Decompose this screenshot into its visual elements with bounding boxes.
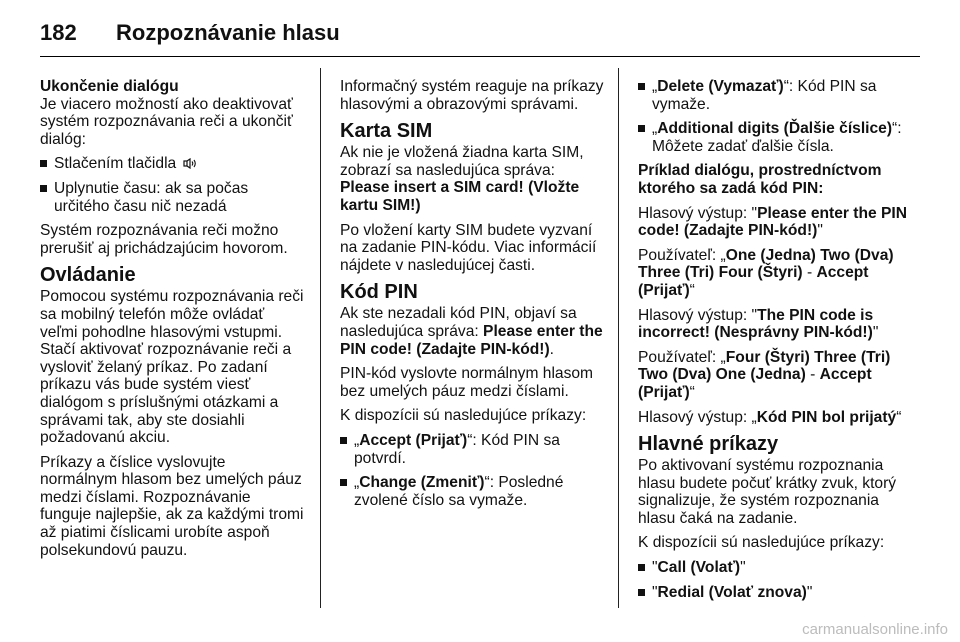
paragraph: Príkazy a číslice vyslovujte normálnym hlasom bez umelých páuz medzi číslami. Rozpoznávanie funguje najlepšie, ak za každými tromi až piatimi číslicami urobíte aspoň polsekundovú pauzu. xyxy=(40,453,304,559)
list-item-text: Stlačením tlačidla xyxy=(54,155,177,173)
column-right xyxy=(638,78,918,608)
paragraph: Po vložení karty SIM budete vyzvaní na zadanie PIN-kódu. Viac informácií nájdete v nasledujúcej časti. xyxy=(340,221,597,274)
list-item xyxy=(40,155,306,173)
paragraph: Informačný systém reaguje na príkazy hlasovými a obrazovými správami. xyxy=(340,78,604,113)
message-text: Please enter the PIN code! (Zadajte PIN-kód!) xyxy=(340,322,603,358)
list-item-command: „Accept (Prijať)“: Kód PIN sa potvrdí. xyxy=(340,432,606,467)
list-item: Uplynutie času: ak sa počas určitého času nič nezadá xyxy=(40,180,306,215)
paragraph: PIN-kód vyslovte normálnym hlasom bez umelých páuz medzi číslami. xyxy=(340,365,594,400)
subheading-example: Príklad dialógu, prostredníctvom ktorého sa zadá kód PIN: xyxy=(638,162,882,197)
paragraph: Pomocou systému rozpoznávania reči sa mobilný telefón môže ovládať veľmi pohodlne hlasovými vstupmi. Stačí aktivovať rozpoznávanie reči a vysloviť želaný príkaz. Po zadaní príkazu vás bude systém viesť dialógom s príslušnými otázkami a správami tak, aby ste dosiahli požadovanú akciu. xyxy=(40,288,304,447)
dialog-line: Používateľ: „Four (Štyri) Three (Tri) Two (Dva) One (Jedna) - Accept (Prijať)“ xyxy=(638,348,891,401)
page-title: Rozpoznávanie hlasu xyxy=(116,20,340,45)
dialog-line: Hlasový výstup: "The PIN code is incorrect! (Nesprávny PIN-kód!)" xyxy=(638,306,879,342)
column-divider xyxy=(618,68,619,608)
paragraph: K dispozícii sú nasledujúce príkazy: xyxy=(340,407,587,425)
heading-control: Ovládanie xyxy=(40,264,136,287)
paragraph: Systém rozpoznávania reči možno prerušiť aj prichádzajúcim hovorom. xyxy=(40,222,288,257)
paragraph: Ak ste nezadali kód PIN, objaví sa nasledujúca správa: Please enter the PIN code! (Zadajte PIN-kód!). xyxy=(340,305,603,358)
column-middle xyxy=(340,78,606,516)
heading-main-commands: Hlavné príkazy xyxy=(638,433,779,456)
list-item-command: "Redial (Volať znova)" xyxy=(638,584,918,602)
list-item-command: „Change (Zmeniť)“: Posledné zvolené číslo sa vymaže. xyxy=(340,474,606,509)
message-text: Please insert a SIM card! (Vložte kartu SIM!) xyxy=(340,179,580,214)
heading-pin: Kód PIN xyxy=(340,281,418,304)
page-header xyxy=(40,16,340,50)
header-rule xyxy=(40,56,920,57)
paragraph: Je viacero možností ako deaktivovať systém rozpoznávania reči a ukončiť dialóg: xyxy=(40,95,293,148)
column-divider xyxy=(320,68,321,608)
list-item-command: „Additional digits (Ďalšie číslice)“: Môžete zadať ďalšie čísla. xyxy=(638,120,918,155)
dialog-line: Používateľ: „One (Jedna) Two (Dva) Three (Tri) Four (Štyri) - Accept (Prijať)“ xyxy=(638,246,894,299)
dialog-line: Hlasový výstup: "Please enter the PIN code! (Zadajte PIN-kód!)" xyxy=(638,204,908,240)
dialog-line: Hlasový výstup: „Kód PIN bol prijatý“ xyxy=(638,408,902,426)
watermark: carmanualsonline.info xyxy=(802,621,948,638)
paragraph: K dispozícii sú nasledujúce príkazy: xyxy=(638,534,885,552)
heading-sim: Karta SIM xyxy=(340,120,433,143)
list-item-command: „Delete (Vymazať)“: Kód PIN sa vymaže. xyxy=(638,78,918,113)
list-item-command: "Call (Volať)" xyxy=(638,559,918,577)
paragraph: Ak nie je vložená žiadna karta SIM, zobrazí sa nasledujúca správa: Please insert a SIM card! (Vložte kartu SIM!) xyxy=(340,144,584,214)
subheading-end-dialog: Ukončenie dialógu xyxy=(40,78,179,95)
column-left xyxy=(40,78,306,566)
voice-button-icon xyxy=(183,158,197,169)
page-number: 182 xyxy=(40,20,77,45)
paragraph: Po aktivovaní systému rozpoznania hlasu budete počuť krátky zvuk, ktorý signalizuje, že systém rozpoznania hlasu čaká na zadanie. xyxy=(638,457,897,527)
